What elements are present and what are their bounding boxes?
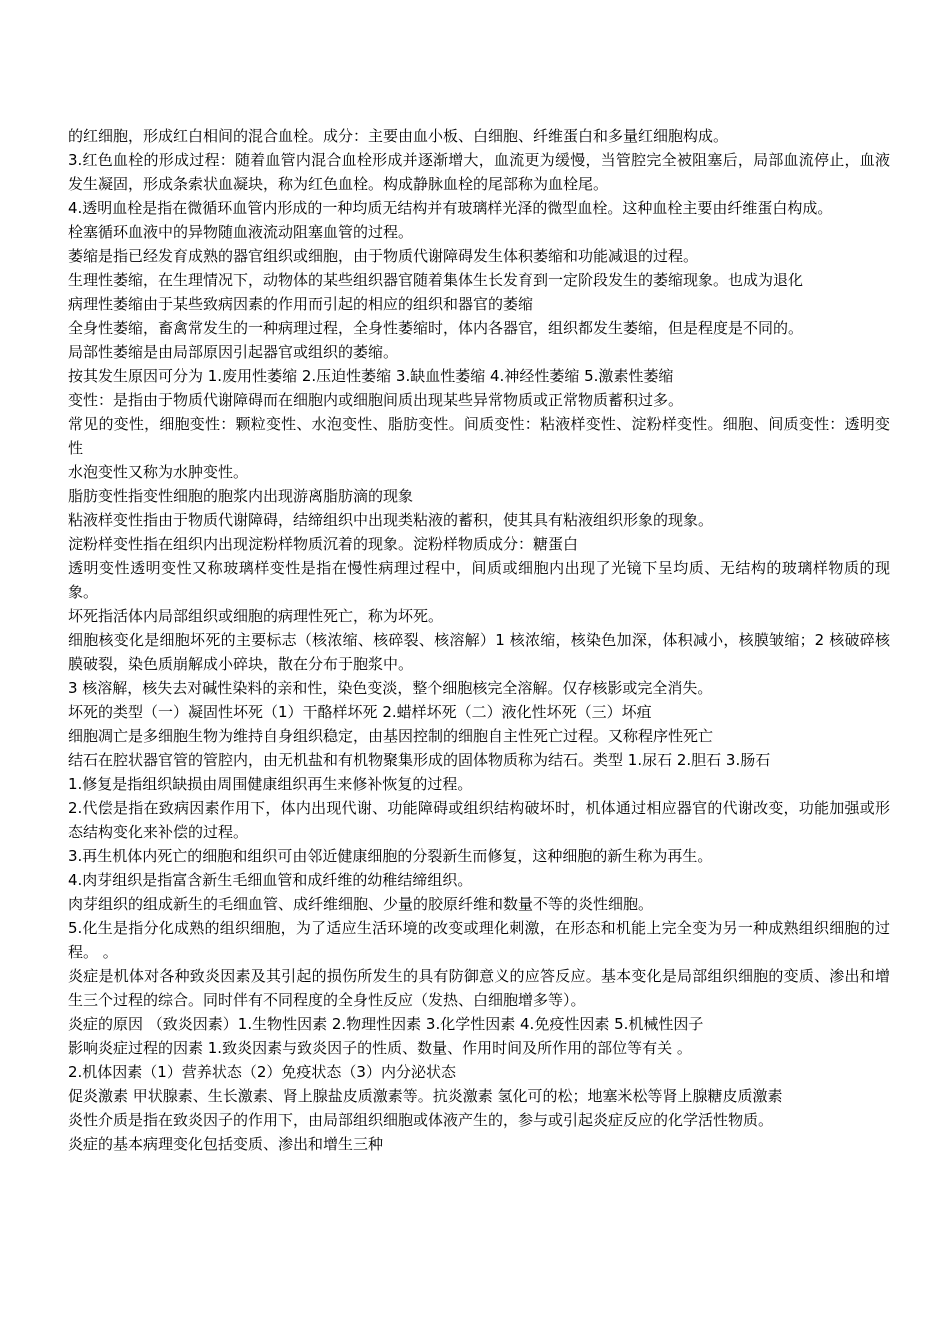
paragraph-hormones: 促炎激素 甲状腺素、生长激素、肾上腺盐皮质激素等。抗炎激素 氢化可的松；地塞米松等肾上腺糖皮质激素 xyxy=(68,1087,783,1105)
paragraph-karyolysis: 3 核溶解，核失去对碱性染料的亲和性，染色变淡，整个细胞核完全溶解。仅存核影或完全消失。 xyxy=(68,679,713,697)
paragraph-apoptosis: 细胞凋亡是多细胞生物为维持自身组织稳定，由基因控制的细胞自主性死亡过程。又称程序性死亡 xyxy=(68,727,714,745)
document-page xyxy=(68,124,890,1156)
paragraph-hyaline-thrombus: 4.透明血栓是指在微循环血管内形成的一种均质无结构并有玻璃样光泽的微型血栓。这种血栓主要由纤维蛋白构成。 xyxy=(68,199,833,217)
paragraph-granulation-composition: 肉芽组织的组成新生的毛细血管、成纤维细胞、少量的胶原纤维和数量不等的炎性细胞。 xyxy=(68,895,654,913)
paragraph-amyloid-degeneration: 淀粉样变性指在组织内出现淀粉样物质沉着的现象。淀粉样物质成分：糖蛋白 xyxy=(68,535,579,553)
paragraph-nuclear-changes: 细胞核变化是细胞坏死的主要标志（核浓缩、核碎裂、核溶解）1 核浓缩，核染色加深，体积减小，核膜皱缩；2 核破碎核膜破裂，染色质崩解成小碎块，散在分布于胞浆中。 xyxy=(68,631,890,673)
paragraph-embolism: 栓塞循环血液中的异物随血液流动阻塞血管的过程。 xyxy=(68,223,414,241)
paragraph-physiological-atrophy: 生理性萎缩，在生理情况下，动物体的某些组织器官随着集体生长发育到一定阶段发生的萎缩现象。也成为退化 xyxy=(68,271,804,289)
paragraph-hyaline-degeneration: 透明变性透明变性又称玻璃样变性是指在慢性病理过程中，间质或细胞内出现了光镜下呈均质、无结构的玻璃样物质的现象。 xyxy=(68,559,890,601)
paragraph-inflammatory-mediators: 炎性介质是指在致炎因子的作用下，由局部组织细胞或体液产生的，参与或引起炎症反应的化学活性物质。 xyxy=(68,1111,774,1129)
paragraph-mixed-thrombus: 的红细胞，形成红白相间的混合血栓。成分：主要由血小板、白细胞、纤维蛋白和多量红细胞构成。 xyxy=(68,127,729,145)
paragraph-regeneration: 3.再生机体内死亡的细胞和组织可由邻近健康细胞的分裂新生而修复，这种细胞的新生称为再生。 xyxy=(68,847,713,865)
paragraph-general-atrophy: 全身性萎缩，畜禽常发生的一种病理过程，全身性萎缩时，体内各器官，组织都发生萎缩，但是程度是不同的。 xyxy=(68,319,804,337)
paragraph-atrophy: 萎缩是指已经发育成熟的器官组织或细胞，由于物质代谢障碍发生体积萎缩和功能减退的过程。 xyxy=(68,247,699,265)
paragraph-necrosis-types: 坏死的类型（一）凝固性坏死（1）干酪样坏死 2.蜡样坏死（二）液化性坏死（三）坏疽 xyxy=(68,703,652,721)
paragraph-atrophy-causes: 按其发生原因可分为 1.废用性萎缩 2.压迫性萎缩 3.缺血性萎缩 4.神经性萎缩 5.激素性萎缩 xyxy=(68,367,674,385)
paragraph-mucoid-degeneration: 粘液样变性指由于物质代谢障碍，结缔组织中出现类粘液的蓄积，使其具有粘液组织形象的现象。 xyxy=(68,511,714,529)
paragraph-body-factors: 2.机体因素（1）营养状态（2）免疫状态（3）内分泌状态 xyxy=(68,1063,456,1081)
paragraph-hydropic-degeneration: 水泡变性又称为水肿变性。 xyxy=(68,463,249,481)
paragraph-inflammation: 炎症是机体对各种致炎因素及其引起的损伤所发生的具有防御意义的应答反应。基本变化是局部组织细胞的变质、渗出和增生三个过程的综合。同时伴有不同程度的全身性反应（发热、白细胞增多等）。 xyxy=(68,967,890,1009)
paragraph-granulation-tissue: 4.肉芽组织是指富含新生毛细血管和成纤维的幼稚结缔组织。 xyxy=(68,871,473,889)
paragraph-local-atrophy: 局部性萎缩是由局部原因引起器官或组织的萎缩。 xyxy=(68,343,399,361)
paragraph-calculus: 结石在腔状器官管的管腔内，由无机盐和有机物聚集形成的固体物质称为结石。类型 1.尿石 2.胆石 3.肠石 xyxy=(68,751,771,769)
paragraph-degeneration: 变性：是指由于物质代谢障碍而在细胞内或细胞间质出现某些异常物质或正常物质蓄积过多。 xyxy=(68,391,684,409)
paragraph-fatty-degeneration: 脂肪变性指变性细胞的胞浆内出现游离脂肪滴的现象 xyxy=(68,487,414,505)
paragraph-metaplasia: 5.化生是指分化成熟的组织细胞，为了适应生活环境的改变或理化刺激，在形态和机能上完全变为另一种成熟组织细胞的过程。 。 xyxy=(68,919,890,961)
paragraph-inflammation-factors: 影响炎症过程的因素 1.致炎因素与致炎因子的性质、数量、作用时间及所作用的部位等有关 。 xyxy=(68,1039,692,1057)
paragraph-basic-changes: 炎症的基本病理变化包括变质、渗出和增生三种 xyxy=(68,1135,384,1153)
paragraph-inflammation-causes: 炎症的原因 （致炎因素）1.生物性因素 2.物理性因素 3.化学性因素 4.免疫性因素 5.机械性因子 xyxy=(68,1015,704,1033)
paragraph-repair: 1.修复是指组织缺损由周围健康组织再生来修补恢复的过程。 xyxy=(68,775,473,793)
paragraph-necrosis: 坏死指活体内局部组织或细胞的病理性死亡，称为坏死。 xyxy=(68,607,444,625)
paragraph-compensation: 2.代偿是指在致病因素作用下，体内出现代谢、功能障碍或组织结构破坏时，机体通过相应器官的代谢改变，功能加强或形态结构变化来补偿的过程。 xyxy=(68,799,890,841)
paragraph-red-thrombus: 3.红色血栓的形成过程：随着血管内混合血栓形成并逐渐增大，血流更为缓慢，当管腔完全被阻塞后，局部血流停止，血液发生凝固，形成条索状血凝块，称为红色血栓。构成静脉血栓的尾部称为血栓尾。 xyxy=(68,151,890,193)
paragraph-pathological-atrophy: 病理性萎缩由于某些致病因素的作用而引起的相应的组织和器官的萎缩 xyxy=(68,295,534,313)
paragraph-common-degeneration: 常见的变性，细胞变性：颗粒变性、水泡变性、脂肪变性。间质变性：粘液样变性、淀粉样变性。细胞、间质变性：透明变性 xyxy=(68,415,890,457)
